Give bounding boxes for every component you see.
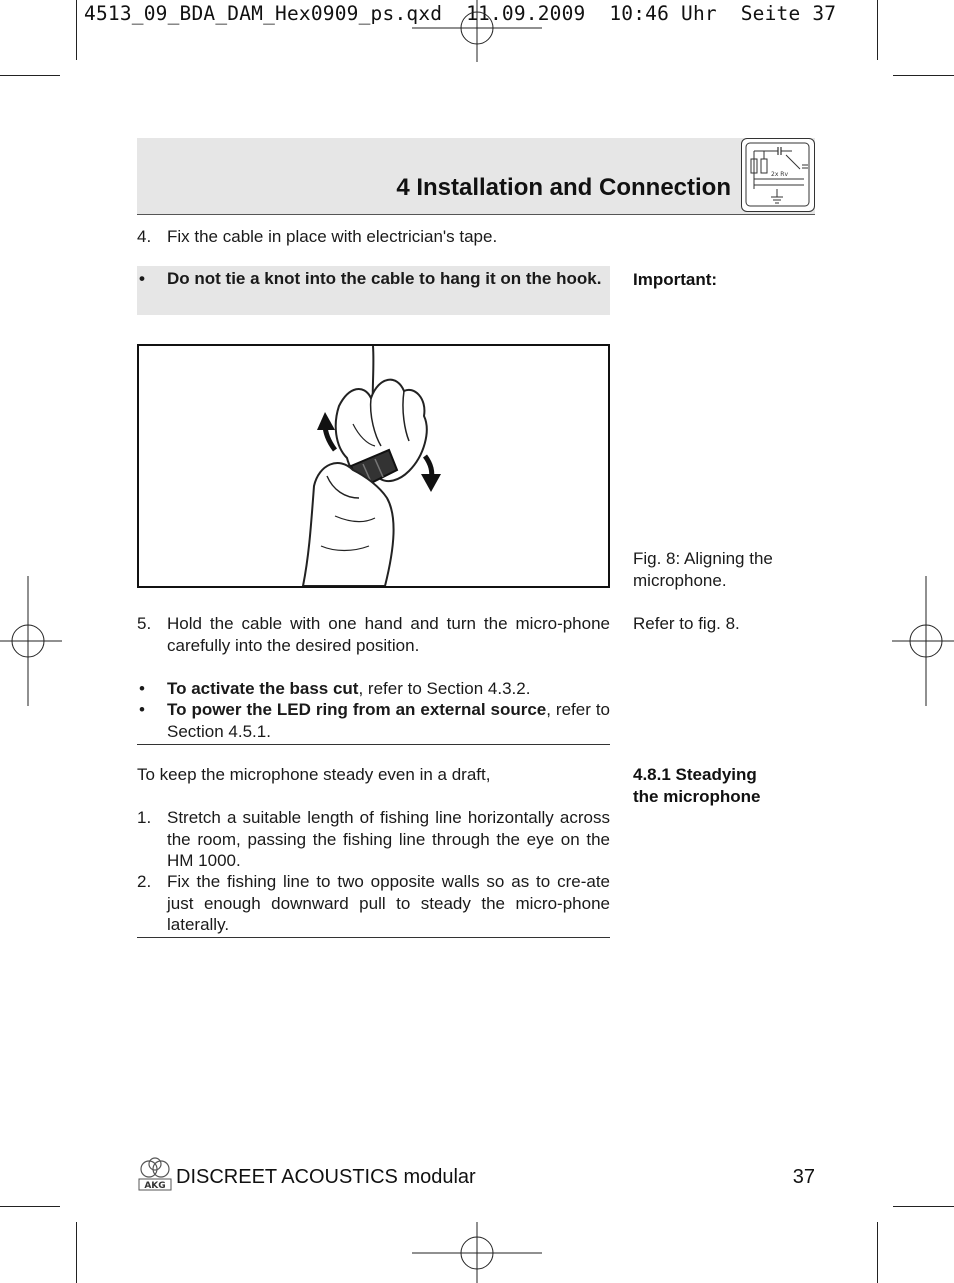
chapter-title: 4 Installation and Connection [396,174,731,201]
footer [137,1156,815,1196]
bullet: • [139,269,145,288]
section-heading-line: 4.8.1 Steadying [633,765,757,784]
divider [137,937,610,938]
step-text: Fix the fishing line to two opposite walls so as to cre-ate just enough downward pull to steady the micro-phone laterally. [167,872,610,934]
section-reference-link[interactable]: , refer to Section 4.5.1. [167,700,610,741]
step-number: 2. [137,872,152,891]
important-label: Important: [633,270,718,289]
section-heading [633,764,761,807]
step-text: Stretch a suitable length of fishing line horizontally across the room, passing the fishing line through the eye on the HM 1000. [167,808,610,870]
bullet-bold-text: To activate the bass cut [167,679,359,698]
circuit-diagram-icon [741,138,815,212]
figure-8-image [137,344,610,588]
registration-mark-right [892,576,954,706]
step-5 [137,613,610,657]
figure-caption: Fig. 8: Aligning the microphone. [633,549,773,590]
section-step-1 [137,807,610,873]
registration-mark-bottom [412,1222,542,1283]
step-number: 5. [137,614,152,633]
registration-mark-left [0,576,62,706]
footer-manual-title: DISCREET ACOUSTICS modular [176,1166,476,1188]
bullet-bass-cut [137,678,610,700]
section-reference-link[interactable]: , refer to Section 4.3.2. [358,679,531,698]
warning-text: Do not tie a knot into the cable to hang it on the hook. [167,269,602,288]
divider [137,744,610,745]
section-intro: To keep the microphone steady even in a draft, [137,765,491,784]
circuit-label: 2x Rv [771,171,788,178]
bullet-bold-text: To power the LED ring from an external source [167,700,547,719]
chapter-header [137,138,815,215]
section-step-2 [137,871,610,937]
step-text: Fix the cable in place with electrician's tape. [167,227,498,246]
bullet: • [139,679,145,698]
bullet-led-ring [137,699,610,743]
registration-mark-top [412,0,542,62]
step-text: Hold the cable with one hand and turn the micro-phone carefully into the desired position. [167,614,610,655]
hands-aligning-microphone-illustration [139,346,608,586]
step-number: 1. [137,808,152,827]
akg-logo-icon [137,1157,173,1191]
page-number: 37 [792,1166,815,1188]
akg-logo-text: AKG [144,1181,166,1191]
print-slug: 4513_09_BDA_DAM_Hex0909_ps.qxd 11.09.2009 10:46 Uhr Seite 37 [84,2,837,25]
step-number: 4. [137,227,152,246]
bullet: • [139,700,145,719]
refer-figure-note: Refer to fig. 8. [633,614,740,633]
step-4 [137,226,610,248]
important-warning-box [137,266,610,315]
section-heading-line: the microphone [633,786,761,806]
